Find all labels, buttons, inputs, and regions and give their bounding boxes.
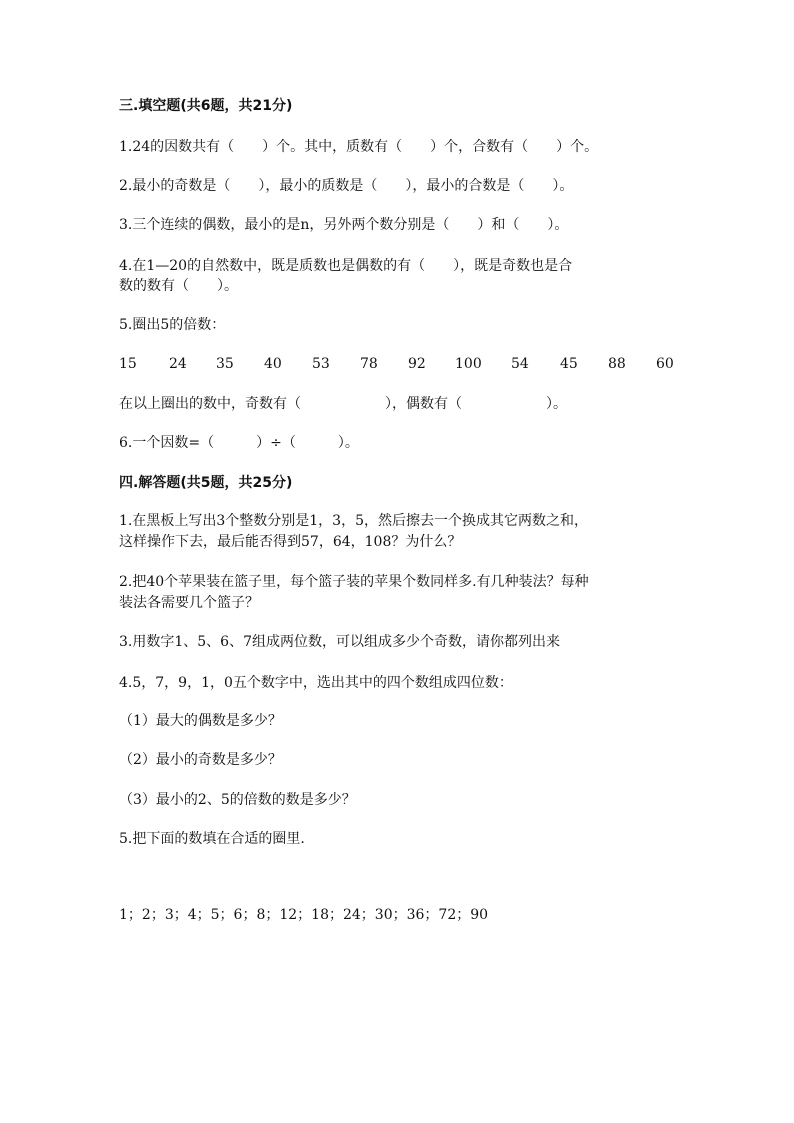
s4-question-4-sub-1: （1）最大的偶数是多少？ <box>119 713 282 729</box>
s4-question-4-sub-2: （2）最小的奇数是多少？ <box>119 752 282 768</box>
number-item: 35 <box>216 356 234 372</box>
number-item: 88 <box>608 356 626 372</box>
s4-question-3: 3.用数字1、5、6、7组成两位数，可以组成多少个奇数，请你都列出来 <box>119 634 560 650</box>
number-item: 40 <box>264 356 282 372</box>
number-item: 15 <box>119 356 137 372</box>
s4-question-5-numbers: 1；2；3；4；5；6；8；12；18；24；30；36；72；90 <box>119 907 489 923</box>
s4-question-4-sub-3: （3）最小的2、5的倍数的数是多少？ <box>119 792 356 808</box>
s4-question-5: 5.把下面的数填在合适的圈里. <box>119 831 305 847</box>
number-item: 54 <box>511 356 529 372</box>
section-4-heading: 四.解答题(共5题，共25分) <box>119 475 293 491</box>
s4-question-1-line-2: 这样操作下去，最后能否得到57，64，108？为什么？ <box>119 534 462 550</box>
number-item: 92 <box>408 356 426 372</box>
s3-question-6: 6.一个因数=（ ）÷（ ）。 <box>119 435 359 451</box>
section-3-heading: 三.填空题(共6题，共21分) <box>119 98 293 114</box>
s4-question-4: 4.5，7，9，1，0五个数字中，选出其中的四个数组成四位数： <box>119 675 513 691</box>
s3-question-5-number-row <box>119 354 679 374</box>
s4-question-2-line-1: 2.把40个苹果装在篮子里，每个篮子装的苹果个数同样多.有几种装法？每种 <box>119 574 589 590</box>
s3-question-3: 3.三个连续的偶数，最小的是n，另外两个数分别是（ ）和（ ）。 <box>119 217 569 233</box>
s4-question-1-line-1: 1.在黑板上写出3个整数分别是1，3，5，然后擦去一个换成其它两数之和， <box>119 513 588 529</box>
s4-question-2-line-2: 装法各需要几个篮子？ <box>119 595 259 611</box>
s3-question-4-line-2: 数的数有（ ）。 <box>119 278 238 294</box>
number-item: 100 <box>455 356 482 372</box>
s3-question-1: 1.24的因数共有（ ）个。其中，质数有（ ）个，合数有（ ）个。 <box>119 139 599 155</box>
s3-question-5: 5.圈出5的倍数： <box>119 317 226 333</box>
number-item: 24 <box>169 356 187 372</box>
number-item: 53 <box>312 356 330 372</box>
number-item: 45 <box>560 356 578 372</box>
number-item: 60 <box>656 356 674 372</box>
number-item: 78 <box>360 356 378 372</box>
s3-question-5-followup: 在以上圈出的数中，奇数有（ ），偶数有（ ）。 <box>119 396 567 412</box>
s3-question-2: 2.最小的奇数是（ ），最小的质数是（ ），最小的合数是（ ）。 <box>119 178 574 194</box>
s3-question-4-line-1: 4.在1—20的自然数中，既是质数也是偶数的有（ ），既是奇数也是合 <box>119 258 573 274</box>
